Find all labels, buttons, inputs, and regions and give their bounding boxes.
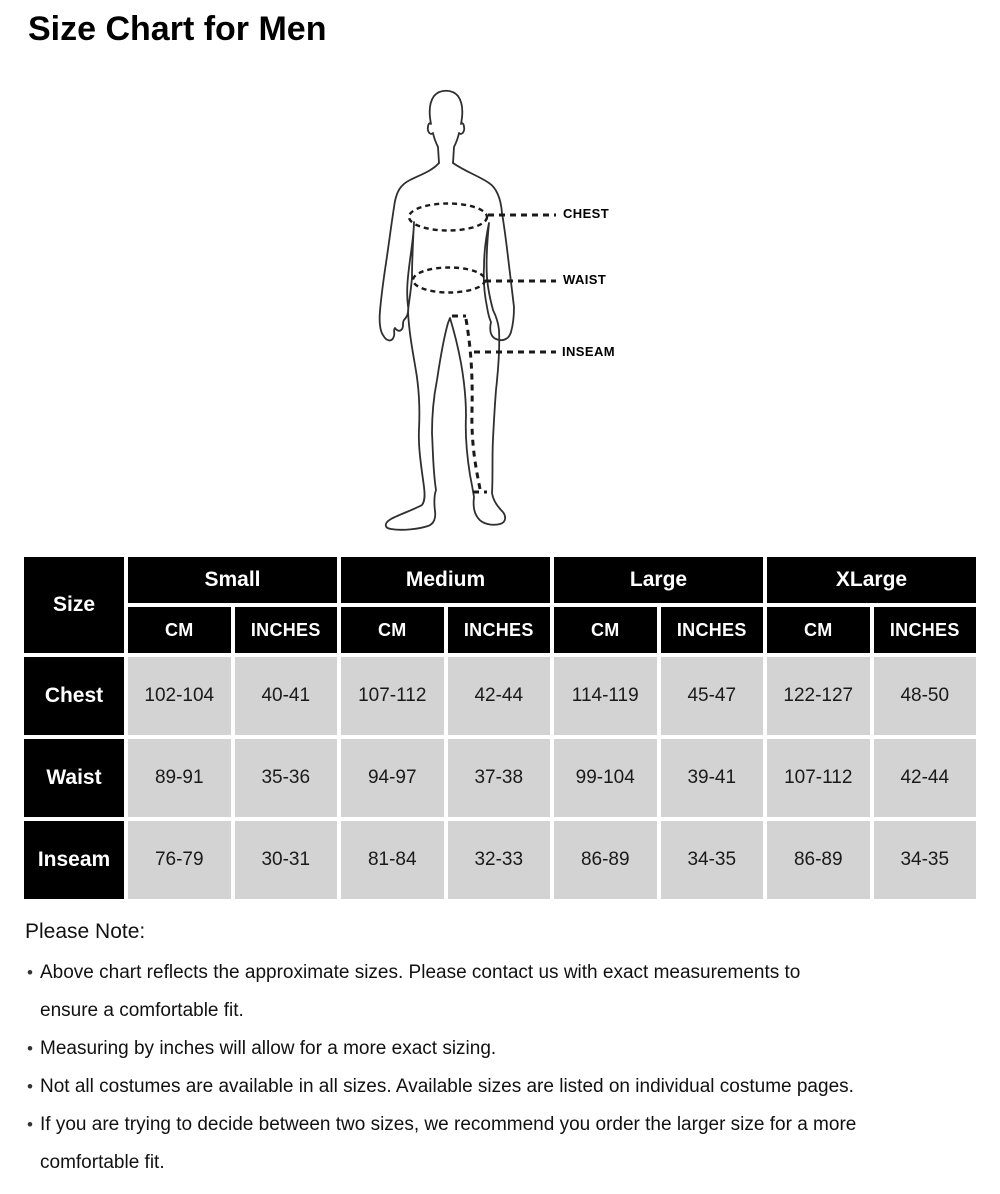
value-cell: 30-31 <box>235 821 338 899</box>
body-measurement-diagram <box>370 85 630 545</box>
unit-header-cm: CM <box>341 607 444 653</box>
unit-header-inches: INCHES <box>448 607 551 653</box>
row-header-inseam: Inseam <box>24 821 124 899</box>
value-cell: 34-35 <box>874 821 977 899</box>
value-cell: 40-41 <box>235 657 338 735</box>
value-cell: 107-112 <box>767 739 870 817</box>
row-header-chest: Chest <box>24 657 124 735</box>
group-header-xlarge: XLarge <box>767 557 976 603</box>
group-header-small: Small <box>128 557 337 603</box>
figure-head-outline <box>428 91 464 163</box>
value-cell: 114-119 <box>554 657 657 735</box>
value-cell: 42-44 <box>874 739 977 817</box>
notes-list <box>25 954 1000 1182</box>
value-cell: 81-84 <box>341 821 444 899</box>
chest-label: CHEST <box>563 206 610 221</box>
group-header-large: Large <box>554 557 763 603</box>
value-cell: 39-41 <box>661 739 764 817</box>
table-row-chest <box>24 657 976 735</box>
value-cell: 86-89 <box>767 821 870 899</box>
unit-header-cm: CM <box>767 607 870 653</box>
value-cell: 37-38 <box>448 739 551 817</box>
chest-measurement-ellipse <box>409 204 487 231</box>
notes-heading: Please Note: <box>25 920 146 943</box>
note-item: • If you are trying to decide between two sizes, we recommend you order the larger size for a more <box>25 1106 1000 1144</box>
notes-section <box>25 920 1000 1182</box>
unit-header-inches: INCHES <box>661 607 764 653</box>
value-cell: 107-112 <box>341 657 444 735</box>
unit-header-cm: CM <box>128 607 231 653</box>
table-row-inseam <box>24 821 976 899</box>
waist-measurement-ellipse <box>413 268 485 293</box>
note-item-continuation: comfortable fit. <box>40 1152 165 1173</box>
value-cell: 99-104 <box>554 739 657 817</box>
note-item: • Above chart reflects the approximate sizes. Please contact us with exact measurements to <box>25 954 1000 992</box>
table-group-header-row <box>24 557 976 603</box>
row-header-waist: Waist <box>24 739 124 817</box>
figure-body-outline <box>380 163 514 530</box>
unit-header-inches: INCHES <box>874 607 977 653</box>
note-item: • Measuring by inches will allow for a more exact sizing. <box>25 1030 1000 1068</box>
group-header-medium: Medium <box>341 557 550 603</box>
waist-label: WAIST <box>563 272 607 287</box>
value-cell: 89-91 <box>128 739 231 817</box>
value-cell: 94-97 <box>341 739 444 817</box>
value-cell: 122-127 <box>767 657 870 735</box>
note-item: • Not all costumes are available in all sizes. Available sizes are listed on individual costume pages. <box>25 1068 1000 1106</box>
inseam-label: INSEAM <box>562 344 615 359</box>
page-title: Size Chart for Men <box>28 10 327 48</box>
value-cell: 102-104 <box>128 657 231 735</box>
unit-header-inches: INCHES <box>235 607 338 653</box>
value-cell: 48-50 <box>874 657 977 735</box>
size-chart-table <box>20 553 980 903</box>
value-cell: 34-35 <box>661 821 764 899</box>
value-cell: 32-33 <box>448 821 551 899</box>
size-corner-header: Size <box>24 557 124 653</box>
value-cell: 86-89 <box>554 821 657 899</box>
table-unit-header-row <box>24 607 976 653</box>
value-cell: 76-79 <box>128 821 231 899</box>
value-cell: 35-36 <box>235 739 338 817</box>
table-row-waist <box>24 739 976 817</box>
unit-header-cm: CM <box>554 607 657 653</box>
value-cell: 45-47 <box>661 657 764 735</box>
human-figure-illustration <box>370 85 630 545</box>
value-cell: 42-44 <box>448 657 551 735</box>
note-item-continuation: ensure a comfortable fit. <box>40 1000 244 1021</box>
